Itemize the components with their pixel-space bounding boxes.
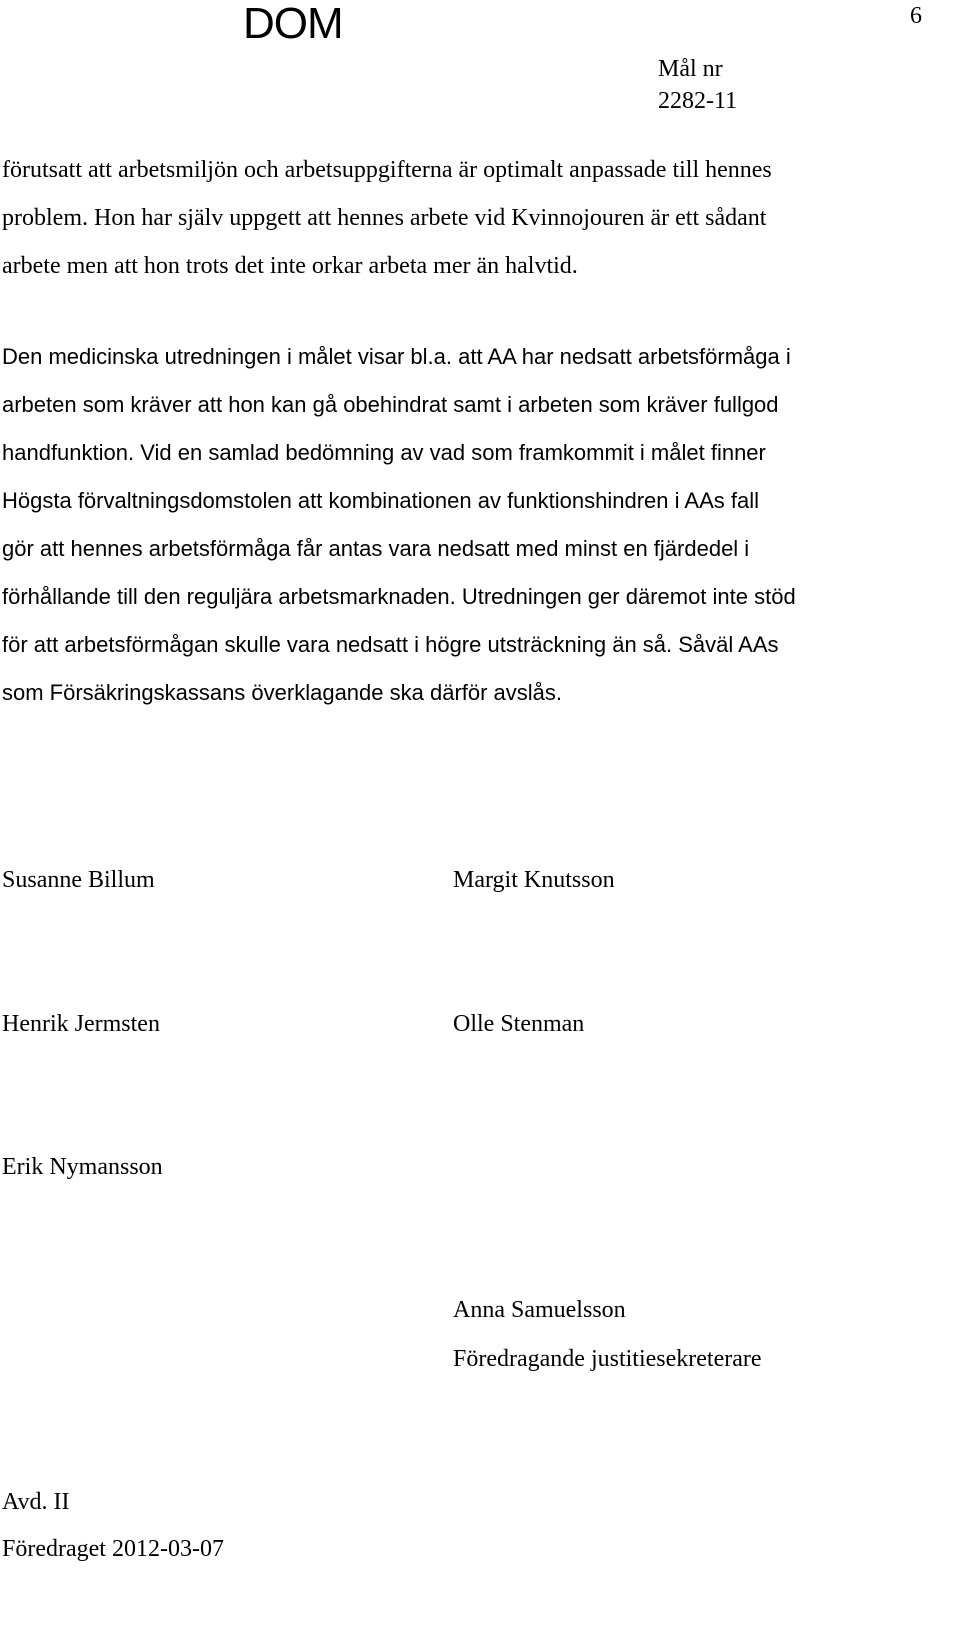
paragraph-line: som Försäkringskassans överklagande ska därför avslås.: [2, 680, 563, 705]
presentation-date: Föredraget 2012-03-07: [2, 1536, 224, 1562]
signature-rapporteur-name: Anna Samuelsson: [453, 1297, 626, 1323]
paragraph-line: handfunktion. Vid en samlad bedömning av vad som framkommit i målet finner: [2, 440, 766, 465]
paragraph-conditions: [2, 146, 932, 290]
paragraph-line: gör att hennes arbetsförmåga får antas vara nedsatt med minst en fjärdedel i: [2, 536, 750, 561]
paragraph-line: Den medicinska utredningen i målet visar bl.a. att AA har nedsatt arbetsförmåga i: [2, 344, 791, 369]
paragraph-line: problem. Hon har själv uppgett att hennes arbete vid Kvinnojouren är ett sådant: [2, 205, 767, 231]
paragraph-line: arbete men att hon trots det inte orkar arbeta mer än halvtid.: [2, 253, 578, 279]
signature-judge: Susanne Billum: [2, 867, 155, 893]
paragraph-medical-assessment: [2, 333, 932, 717]
signature-judge: Olle Stenman: [453, 1011, 585, 1037]
signature-judge: Erik Nymansson: [2, 1154, 163, 1180]
page-number: 6: [910, 3, 922, 29]
paragraph-line: förhållande till den reguljära arbetsmarknaden. Utredningen ger däremot inte stöd: [2, 584, 796, 609]
paragraph-line: för att arbetsförmågan skulle vara nedsatt i högre utsträckning än så. Såväl AAs: [2, 632, 779, 657]
document-title: DOM: [243, 0, 343, 48]
division-label: Avd. II: [2, 1489, 70, 1515]
signature-judge: Margit Knutsson: [453, 867, 615, 893]
paragraph-line: arbeten som kräver att hon kan gå obehindrat samt i arbeten som kräver fullgod: [2, 392, 779, 417]
case-number: 2282-11: [658, 88, 738, 114]
paragraph-line: förutsatt att arbetsmiljön och arbetsuppgifterna är optimalt anpassade till hennes: [2, 157, 772, 183]
paragraph-line: Högsta förvaltningsdomstolen att kombinationen av funktionshindren i AAs fall: [2, 488, 759, 513]
case-number-label: Mål nr: [658, 56, 723, 82]
signature-judge: Henrik Jermsten: [2, 1011, 160, 1037]
signature-rapporteur-title: Föredragande justitiesekreterare: [453, 1346, 762, 1372]
